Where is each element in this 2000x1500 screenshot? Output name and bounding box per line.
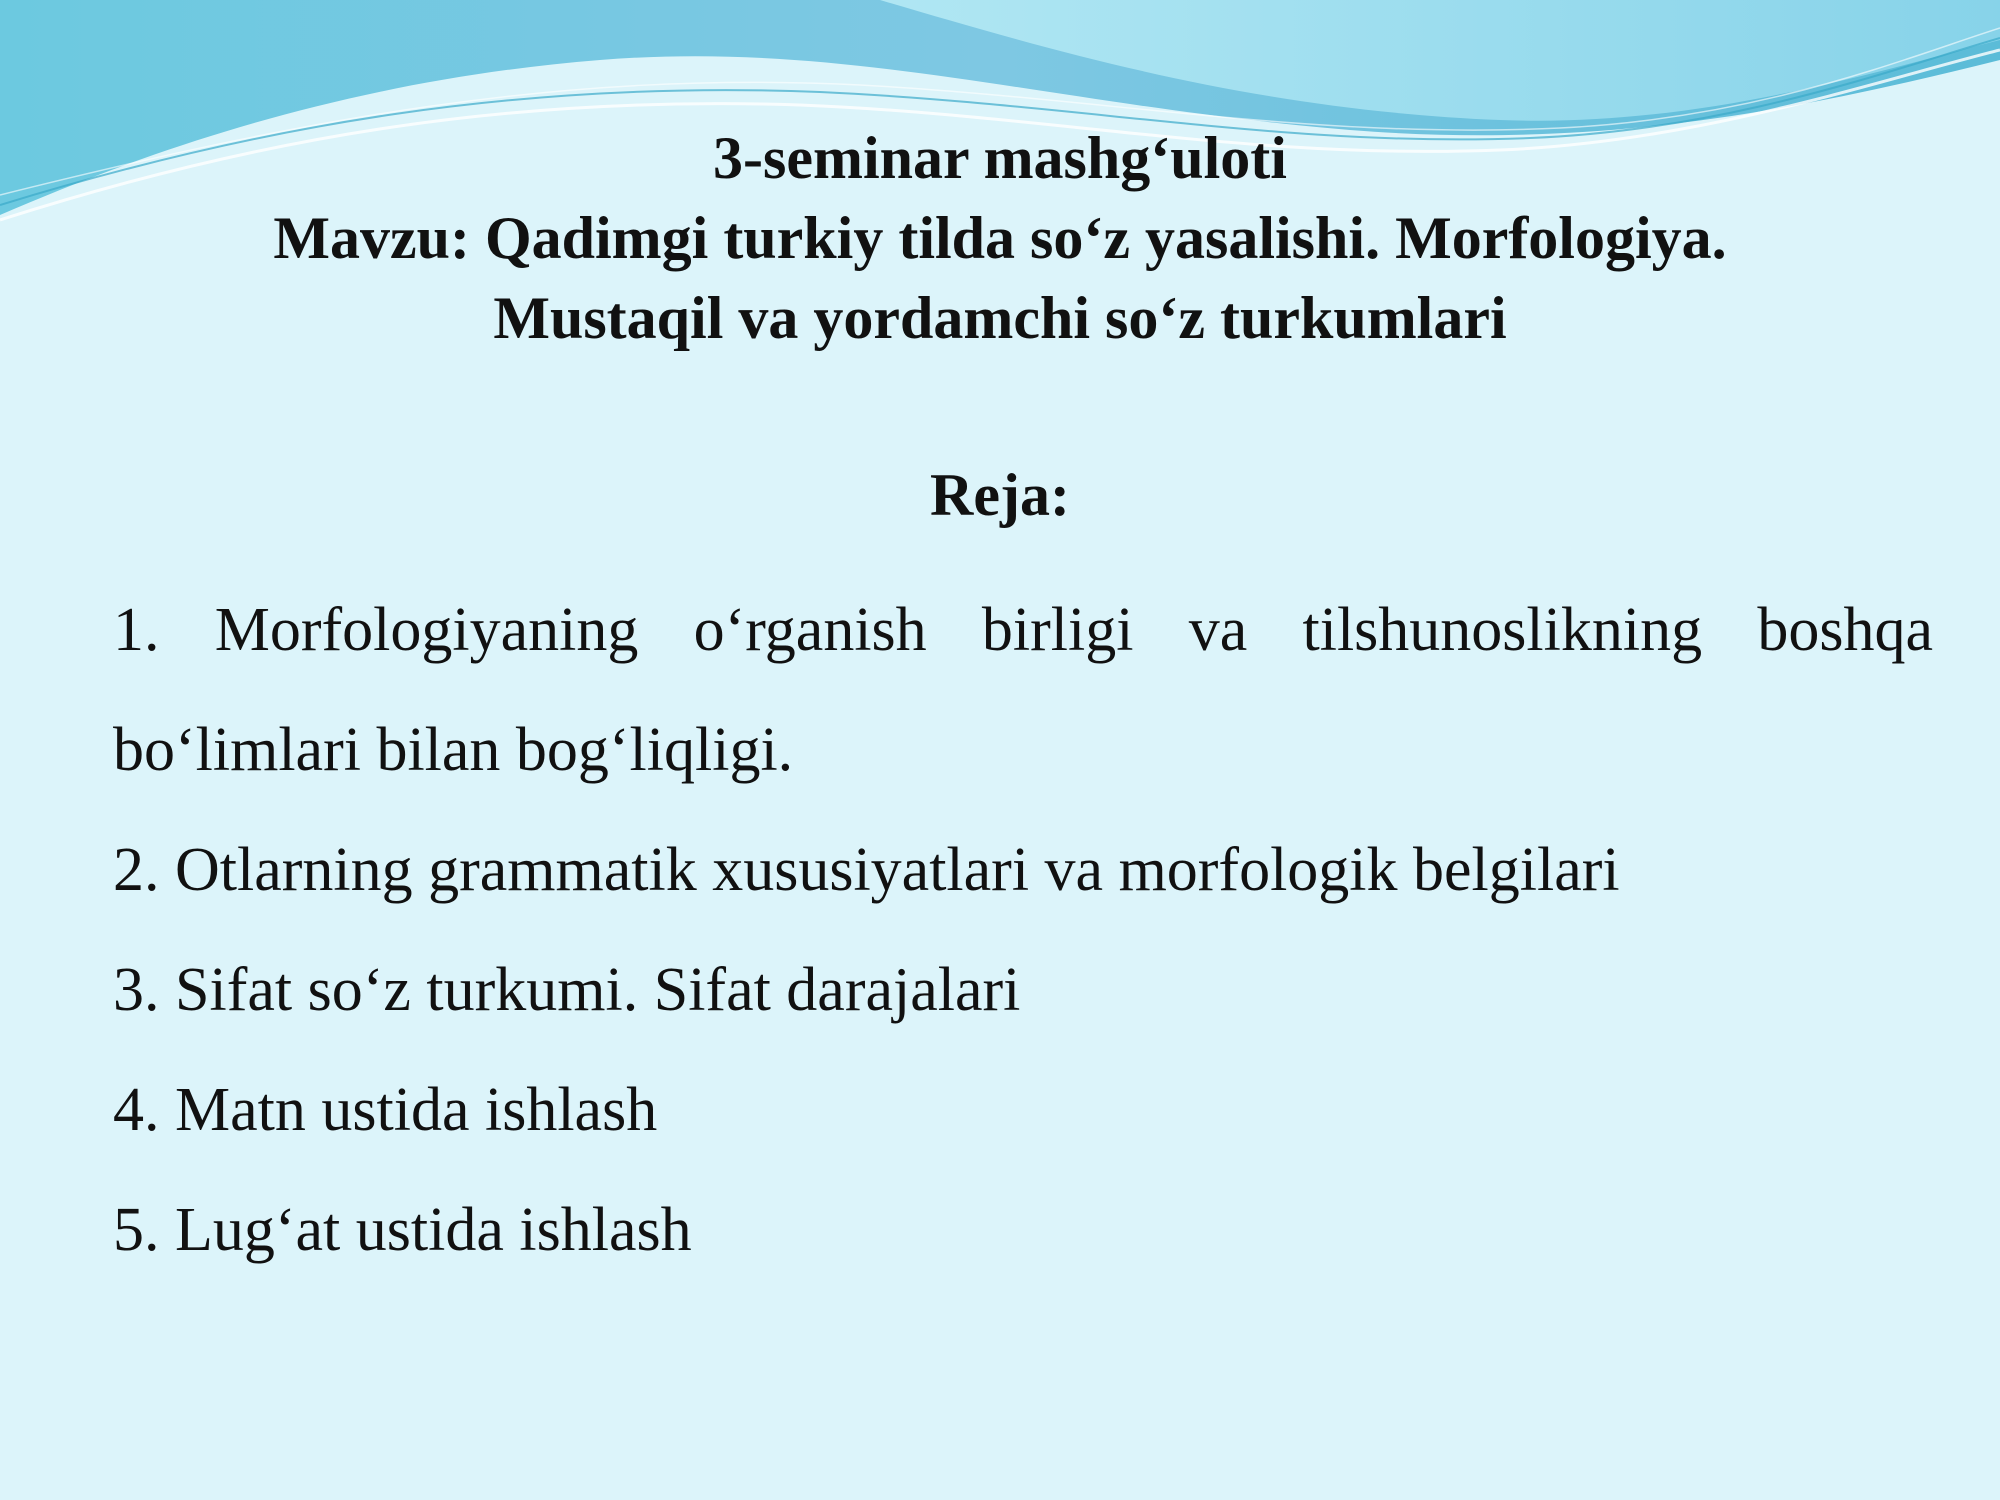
plan-item: 1. Morfologiyaning o‘rganish birligi va tilshunoslikning boshqa bo‘limlari bilan bog‘liqligi. [113, 596, 1933, 784]
plan-item: 4. Matn ustida ishlash [113, 1076, 658, 1144]
title-line: 3-seminar mashg‘uloti [713, 125, 1287, 191]
plan-item: 5. Lug‘at ustida ishlash [113, 1196, 692, 1264]
title-line: Mustaqil va yordamchi so‘z turkumlari [493, 285, 1507, 351]
plan-list [113, 570, 1933, 1290]
title-line: Mavzu: Qadimgi turkiy tilda so‘z yasalishi. Morfologiya. [273, 205, 1727, 271]
slide-title [0, 118, 2000, 358]
plan-item: 3. Sifat so‘z turkumi. Sifat darajalari [113, 956, 1021, 1024]
plan-heading: Reja: [930, 462, 1070, 528]
plan-item: 2. Otlarning grammatik xususiyatlari va morfologik belgilari [113, 836, 1620, 904]
